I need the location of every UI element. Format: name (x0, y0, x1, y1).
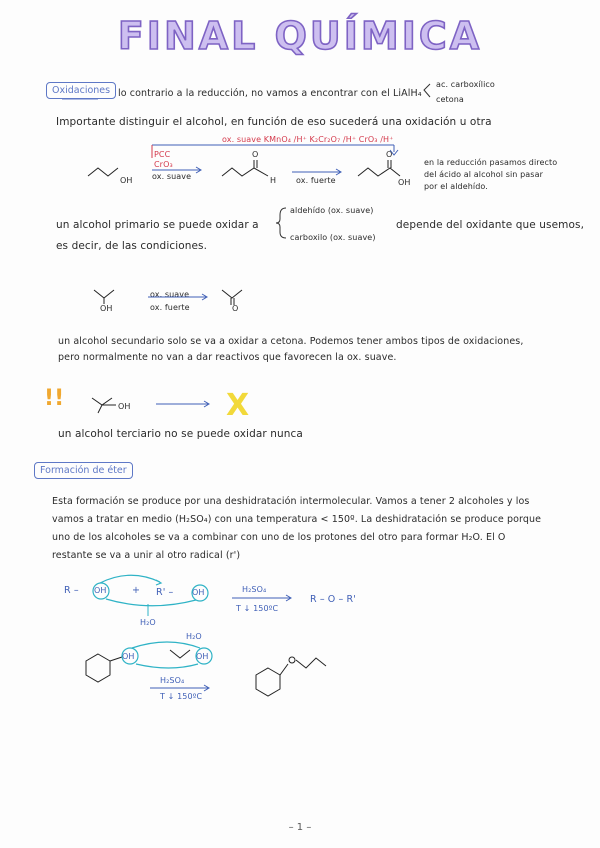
brace-option-1: ac. carboxílico (436, 80, 495, 89)
secondary-text-1: un alcohol secundario solo se va a oxidar a cetona. Podemos tener ambos tipos de oxidaciones, (58, 336, 524, 347)
tertiary-text: un alcohol terciario no se puede oxidar nunca (58, 428, 303, 440)
atom-o-3: O (232, 304, 239, 313)
atom-oh-2: OH (398, 178, 411, 187)
primary-alcohol-skeleton (88, 168, 118, 176)
rxn-reagent: H₂SO₄ (242, 585, 267, 594)
ether-paragraph-3: uno de los alcoholes se va a combinar con uno de los protones del otro para formar H₂O. El O (52, 532, 506, 543)
rxn-temp: T ↓ 150ºC (236, 604, 279, 613)
section-label-eter: Formación de éter (34, 462, 133, 479)
rxn2-oh-2: OH (196, 652, 209, 661)
atom-h-1: H (270, 176, 277, 185)
brace-option-2: cetona (436, 95, 464, 104)
carboxylic-acid-skeleton (358, 168, 400, 176)
rxn-water: H₂O (140, 618, 156, 627)
important-note: Importante distinguir el alcohol, en función de eso sucederá una oxidación u otra (56, 116, 492, 128)
atom-o-1: O (252, 150, 259, 159)
label-ox-suave-1: ox. suave (152, 172, 192, 181)
side-note-3: por el aldehído. (424, 182, 488, 191)
ether-paragraph-1: Esta formación se produce por una deshidratación intermolecular. Vamos a tener 2 alcoholes y los (52, 496, 530, 507)
primary-text-1: un alcohol primario se puede oxidar a (56, 219, 259, 231)
page-title: FINAL QUÍMICA (117, 14, 483, 58)
atom-oh-3: OH (100, 304, 113, 313)
rxn-product: R – O – R' (310, 594, 356, 605)
rxn-plus: + (132, 585, 141, 596)
atom-oh-4: OH (118, 402, 131, 411)
atom-o-2: O (386, 150, 393, 159)
side-note-1: en la reducción pasamos directo (424, 158, 558, 167)
page-number: – 1 – (288, 822, 312, 833)
secondary-label-suave: ox. suave (150, 290, 190, 299)
rxn-oh-1: OH (94, 586, 107, 595)
reagent-cro3: CrO₃ (154, 160, 173, 169)
ketone-skeleton (222, 290, 242, 298)
oxidation-intro: lo contrario a la reducción, no vamos a encontrar con el LiAlH₄ (118, 88, 422, 99)
rxn-r2: R' – (156, 587, 174, 598)
aldehyde-skeleton (222, 168, 268, 176)
primary-text-2: depende del oxidante que usemos, (396, 219, 585, 231)
primary-option-1: aldehído (ox. suave) (290, 206, 374, 215)
rxn-r: R – (64, 585, 79, 596)
label-ox-fuerte-1: ox. fuerte (296, 176, 336, 185)
rxn2-water: H₂O (186, 632, 202, 641)
cross-mark: X (226, 388, 250, 423)
propanol-skeleton (170, 650, 190, 658)
exclamation-mark: !! (44, 386, 65, 411)
secondary-text-2: pero normalmente no van a dar reactivos que favorecen la ox. suave. (58, 352, 397, 363)
secondary-alcohol-skeleton (94, 290, 114, 298)
secondary-label-fuerte: ox. fuerte (150, 303, 190, 312)
tertiary-alcohol-skeleton (92, 398, 112, 405)
benzene-ring-1 (86, 654, 110, 682)
reagent-pcc: PCC (154, 150, 171, 159)
rxn-oh-2: OH (192, 588, 205, 597)
side-note-2: del ácido al alcohol sin pasar (424, 170, 543, 179)
benzene-ring-2 (256, 668, 280, 696)
atom-oh-1: OH (120, 176, 133, 185)
rxn2-temp: T ↓ 150ºC (160, 692, 203, 701)
rxn2-oh-1: OH (122, 652, 135, 661)
primary-option-2: carboxilo (ox. suave) (290, 233, 376, 242)
ether-paragraph-4: restante se va a unir al otro radical (r') (52, 550, 241, 561)
section-label-oxidaciones: Oxidaciones (46, 82, 116, 99)
primary-text-3: es decir, de las condiciones. (56, 240, 208, 252)
rxn2-reagent: H₂SO₄ (160, 676, 185, 685)
ether-paragraph-2: vamos a tratar en medio (H₂SO₄) con una temperatura < 150º. La deshidratación se produce porque (52, 514, 542, 525)
reagents-strong: ox. suave KMnO₄ /H⁺ K₂Cr₂O₇ /H⁺ CrO₃ /H⁺ (222, 135, 394, 144)
